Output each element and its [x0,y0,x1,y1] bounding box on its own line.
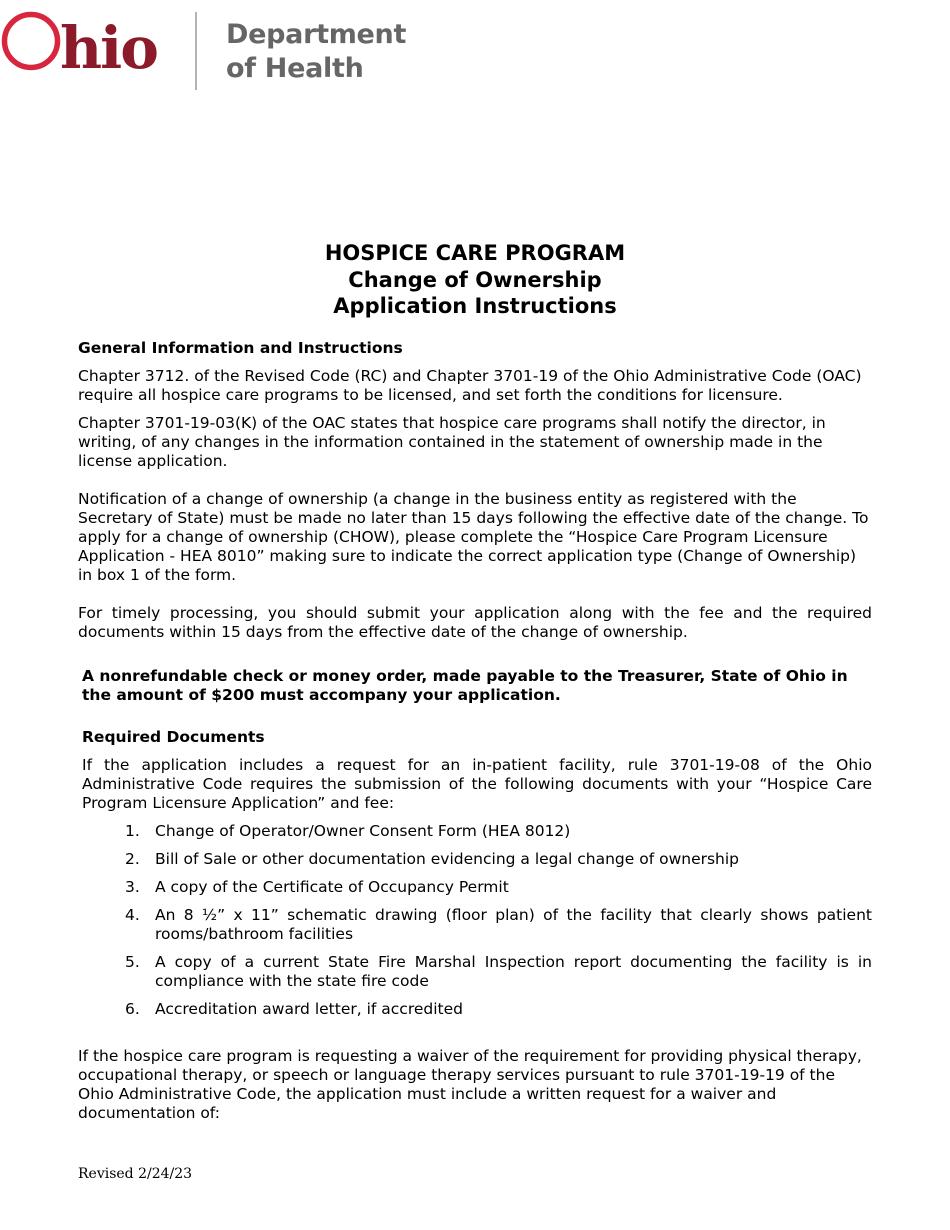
title-line-3: Application Instructions [333,294,617,318]
department-of-health-text: Department of Health [226,19,407,84]
general-info-heading: General Information and Instructions [78,339,403,357]
revision-date: Revised 2/24/23 [78,1166,193,1182]
list-item: 6. Accreditation award letter, if accredited [125,1000,463,1018]
ohio-department-of-health-logo [0,8,407,93]
list-item: 4. An 8 ½” x 11” schematic drawing (floor plan) of the facility that clearly shows patient rooms/bathroom facilities [125,906,872,943]
fee-note: A nonrefundable check or money order, made payable to the Treasurer, State of Ohio in the amount of $200 must accompany your application. [82,667,848,704]
document-title [0,240,950,320]
general-paragraph-2: Chapter 3701-19-03(K) of the OAC states that hospice care programs shall notify the director, in writing, of any changes in the information contained in the statement of ownership made in the license application. [78,414,826,470]
title-line-2: Change of Ownership [348,267,602,292]
general-paragraph-1: Chapter 3712. of the Revised Code (RC) and Chapter 3701-19 of the Ohio Administrative Code (OAC) require all hospice care programs to be licensed, and set forth the conditions for licensure. [78,367,862,404]
general-paragraph-3: Notification of a change of ownership (a change in the business entity as registered with the Secretary of State) must be made no later than 15 days following the effective date of the change. To apply for a change of ownership (CHOW), please complete the “Hospice Care Program Licensure Application - HEA 8010” making sure to indicate the correct application type (Change of Ownership) in box 1 of the form. [78,490,869,584]
list-item: 3. A copy of the Certificate of Occupancy Permit [125,878,509,896]
ohio-logo-mark [0,8,185,83]
general-paragraph-4: For timely processing, you should submit your application along with the fee and the required documents within 15 days from the effective date of the change of ownership. [78,604,872,641]
document-body [78,339,872,1123]
list-item: 1. Change of Operator/Owner Consent Form (HEA 8012) [125,822,571,840]
title-line-1: HOSPICE CARE PROGRAM [324,241,626,265]
svg-text:hio: hio [60,14,157,82]
logo-divider [195,12,197,90]
required-documents-list [78,822,872,1019]
required-documents-intro: If the application includes a request for an in-patient facility, rule 3701-19-08 of the Ohio Administrative Code requires the submission of the following documents with your “Hospice Care Program Licensure Application” and fee: [82,756,872,812]
list-item: 2. Bill of Sale or other documentation evidencing a legal change of ownership [125,850,740,868]
list-item: 5. A copy of a current State Fire Marshal Inspection report documenting the facility is in compliance with the state fire code [125,953,872,990]
required-documents-heading: Required Documents [82,728,265,746]
waiver-paragraph: If the hospice care program is requesting a waiver of the requirement for providing physical therapy, occupational therapy, or speech or language therapy services pursuant to rule 3701-19-19 of the Ohio Administrative Code, the application must include a written request for a waiver and documentation of: [78,1047,862,1122]
